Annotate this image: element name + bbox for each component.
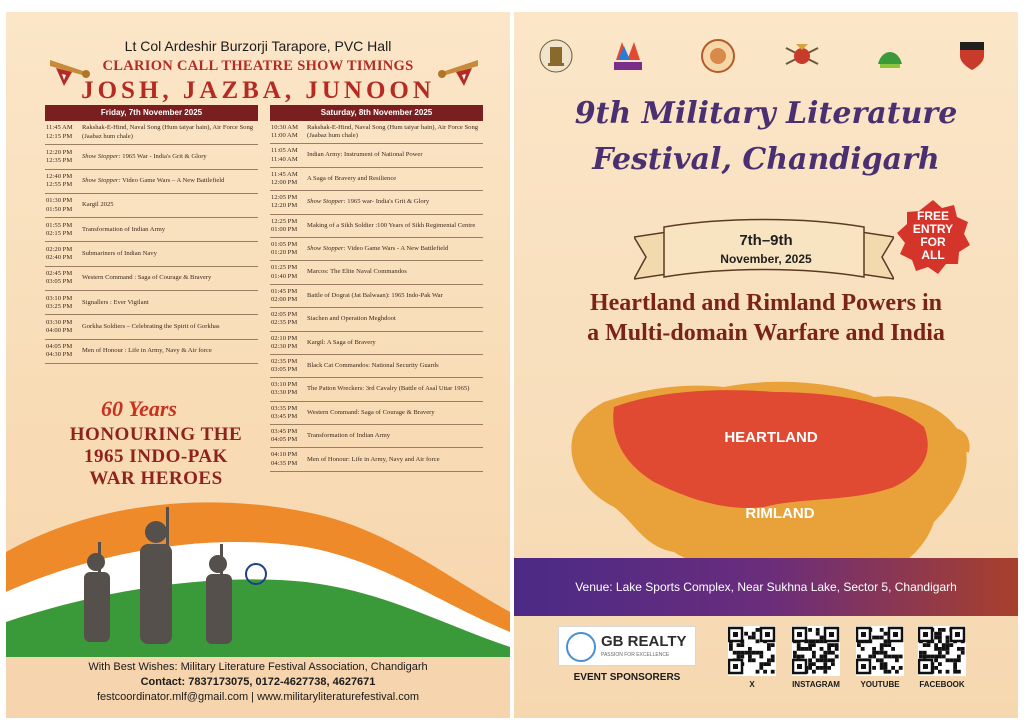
show-title bbox=[305, 245, 483, 253]
show-time bbox=[270, 335, 305, 351]
end-time: 01:40 PM bbox=[271, 272, 298, 280]
schedule-row bbox=[45, 242, 258, 266]
end-time: 12:00 PM bbox=[271, 178, 298, 186]
show-title bbox=[305, 409, 483, 417]
tricolour-flag-soldiers-illustration bbox=[6, 482, 510, 657]
theme-line: Heartland and Rimland Powers in bbox=[589, 290, 943, 316]
show-title bbox=[305, 456, 483, 464]
end-time: 01:00 PM bbox=[271, 225, 298, 233]
end-time: 11:40 AM bbox=[271, 155, 298, 163]
show-name: Western Command: Saga of Courage & Bravery bbox=[307, 408, 435, 416]
show-time bbox=[45, 295, 80, 311]
show-name: A Saga of Bravery and Resilience bbox=[307, 174, 397, 182]
start-time: 12:25 PM bbox=[271, 217, 298, 225]
show-title bbox=[80, 153, 258, 161]
friday-schedule bbox=[45, 105, 258, 364]
show-title bbox=[80, 347, 258, 355]
show-stopper-label: Show Stopper: bbox=[307, 245, 346, 253]
show-title bbox=[305, 339, 483, 347]
schedule-row bbox=[270, 332, 483, 355]
show-title bbox=[80, 250, 258, 258]
army-crest-icon bbox=[784, 38, 820, 74]
show-title bbox=[80, 226, 258, 234]
schedule-row bbox=[270, 355, 483, 378]
email-website-links[interactable]: festcoordinator.mlf@gmail.com | www.militaryliteraturefestival.com bbox=[96, 691, 420, 703]
show-time bbox=[45, 343, 80, 359]
show-time bbox=[270, 451, 305, 467]
show-stopper-label: Show Stopper: bbox=[307, 198, 346, 206]
end-time: 03:05 PM bbox=[46, 278, 73, 286]
end-time: 04:35 PM bbox=[271, 459, 298, 467]
show-title bbox=[80, 124, 258, 140]
end-time: 04:30 PM bbox=[46, 351, 73, 359]
start-time: 02:20 PM bbox=[46, 245, 73, 253]
show-time bbox=[270, 405, 305, 421]
schedule-row bbox=[45, 340, 258, 364]
end-time: 12:15 PM bbox=[46, 132, 73, 140]
show-name: Siachen and Operation Meghdoot bbox=[307, 315, 396, 323]
start-time: 03:30 PM bbox=[46, 318, 73, 326]
show-time bbox=[270, 428, 305, 444]
schedule-row bbox=[270, 425, 483, 448]
show-title bbox=[80, 323, 258, 331]
show-name: Men of Honour: Life in Army, Navy and Air force bbox=[307, 455, 440, 463]
saturday-rows bbox=[270, 121, 483, 472]
end-time: 03:05 PM bbox=[271, 366, 298, 374]
end-time: 04:05 PM bbox=[271, 436, 298, 444]
show-title bbox=[80, 299, 258, 307]
show-time bbox=[270, 381, 305, 397]
show-name: Black Cat Commandos: National Security Guards bbox=[307, 362, 439, 369]
schedule-row bbox=[45, 121, 258, 145]
honour-line: WAR HEROES bbox=[89, 468, 223, 489]
end-time: 01:20 PM bbox=[271, 249, 298, 257]
start-time: 02:05 PM bbox=[271, 311, 298, 319]
show-time bbox=[270, 218, 305, 234]
show-name: Transformation of Indian Army bbox=[82, 225, 166, 233]
social-label: INSTAGRAM bbox=[792, 680, 840, 689]
show-time bbox=[270, 124, 305, 140]
show-title bbox=[305, 362, 483, 370]
friday-rows bbox=[45, 121, 258, 364]
footer-contact bbox=[6, 660, 510, 705]
end-time: 02:30 PM bbox=[271, 342, 298, 350]
start-time: 11:45 AM bbox=[46, 124, 73, 132]
show-name: Western Command : Saga of Courage & Bravery bbox=[82, 274, 212, 282]
start-time: 12:40 PM bbox=[46, 173, 73, 181]
schedule-row bbox=[270, 402, 483, 425]
festival-dates: 7th–9th bbox=[739, 232, 793, 249]
gb-logo-icon bbox=[566, 632, 596, 662]
end-time: 11:00 AM bbox=[271, 132, 298, 140]
free-line: FOR bbox=[920, 235, 946, 249]
schedule-row bbox=[270, 238, 483, 261]
start-time: 04:10 PM bbox=[271, 451, 298, 459]
show-title bbox=[305, 292, 483, 300]
show-stopper-label: Show Stopper: bbox=[82, 177, 121, 185]
show-name: Gorkha Soldiers – Celebrating the Spirit of Gorkhas bbox=[82, 322, 220, 330]
schedule-row bbox=[45, 194, 258, 218]
tagline: JOSH, JAZBA, JUNOON bbox=[81, 77, 435, 104]
theme-line: a Multi-domain Warfare and India bbox=[587, 320, 945, 346]
schedule-row bbox=[270, 168, 483, 191]
end-time: 01:50 PM bbox=[46, 205, 73, 213]
start-time: 02:10 PM bbox=[271, 334, 298, 342]
punjab-tourism-icon bbox=[610, 38, 646, 74]
schedule-row bbox=[270, 215, 483, 238]
schedule-row bbox=[270, 378, 483, 401]
show-name: 1965 war- India's Grit & Glory bbox=[345, 198, 430, 206]
start-time: 01:55 PM bbox=[46, 221, 73, 229]
show-time bbox=[45, 222, 80, 238]
show-name: Battle of Dograi (Jat Balwaan): 1965 Indo-Pak War bbox=[307, 291, 443, 299]
show-time bbox=[45, 246, 80, 262]
festival-title-city: Festival, Chandigarh bbox=[592, 142, 940, 177]
start-time: 02:45 PM bbox=[46, 270, 73, 278]
end-time: 03:45 PM bbox=[271, 412, 298, 420]
show-title bbox=[305, 432, 483, 440]
event-sponsors-label: EVENT SPONSORERS bbox=[573, 672, 681, 683]
show-title bbox=[305, 315, 483, 323]
friday-heading: Friday, 7th November 2025 bbox=[45, 105, 258, 121]
end-time: 02:40 PM bbox=[46, 254, 73, 262]
show-title bbox=[305, 175, 483, 183]
start-time: 11:05 AM bbox=[271, 147, 298, 155]
end-time: 04:00 PM bbox=[46, 327, 73, 335]
start-time: 01:25 PM bbox=[271, 264, 298, 272]
show-title bbox=[80, 201, 258, 209]
gb-realty-logo[interactable] bbox=[558, 626, 696, 666]
show-time bbox=[45, 149, 80, 165]
show-name: Kargil: A Saga of Bravery bbox=[307, 338, 376, 346]
show-time bbox=[270, 241, 305, 257]
facebook-qr-code[interactable] bbox=[918, 626, 966, 676]
honour-line: 1965 INDO-PAK bbox=[84, 446, 228, 467]
festival-month: November, 2025 bbox=[720, 252, 812, 266]
heartland-label: HEARTLAND bbox=[724, 429, 818, 446]
show-stopper-label: Show Stopper: bbox=[82, 152, 121, 160]
contact-numbers: Contact: 7837173075, 0172-4627738, 4627671 bbox=[140, 676, 376, 688]
free-line: FREE bbox=[916, 209, 949, 223]
sponsor-name: GB REALTY bbox=[601, 633, 687, 650]
show-title bbox=[305, 385, 483, 393]
show-time bbox=[45, 197, 80, 213]
show-name: Video Game Wars - A New Battlefield bbox=[345, 245, 449, 253]
show-title bbox=[80, 274, 258, 282]
rimland-label: RIMLAND bbox=[745, 505, 815, 522]
schedule-panel bbox=[6, 12, 510, 718]
start-time: 03:45 PM bbox=[271, 428, 298, 436]
show-time bbox=[270, 194, 305, 210]
saturday-heading: Saturday, 8th November 2025 bbox=[270, 105, 483, 121]
best-wishes-text: With Best Wishes: Military Literature Festival Association, Chandigarh bbox=[88, 661, 428, 673]
schedule-row bbox=[270, 191, 483, 214]
start-time: 02:35 PM bbox=[271, 357, 298, 365]
show-name: Rakshak-E-Hind, Naval Song (Hum taiyar hain), Air Force Song (Jaabaz hum chale) bbox=[82, 124, 254, 140]
x-qr-code[interactable] bbox=[728, 626, 776, 676]
show-time bbox=[45, 124, 80, 140]
schedule-row bbox=[45, 145, 258, 169]
schedule-row bbox=[45, 291, 258, 315]
start-time: 12:20 PM bbox=[46, 148, 73, 156]
end-time: 03:25 PM bbox=[46, 302, 73, 310]
schedule-row bbox=[270, 121, 483, 144]
end-time: 12:20 PM bbox=[271, 202, 298, 210]
saturday-schedule bbox=[270, 105, 483, 472]
end-time: 02:15 PM bbox=[46, 229, 73, 237]
show-time bbox=[270, 358, 305, 374]
show-name: Submariners of Indian Navy bbox=[82, 250, 157, 258]
show-time bbox=[270, 264, 305, 280]
chandigarh-icon bbox=[872, 38, 908, 74]
show-time bbox=[270, 171, 305, 187]
schedule-row bbox=[45, 315, 258, 339]
shield-badge-icon bbox=[954, 38, 990, 74]
show-timings-heading: CLARION CALL THEATRE SHOW TIMINGS bbox=[102, 58, 414, 74]
schedule-row bbox=[270, 261, 483, 284]
free-line: ENTRY bbox=[912, 222, 954, 236]
show-name: Rakshak-E-Hind, Naval Song (Hum taiyar hain), Air Force Song (Jaabaz hum chale) bbox=[307, 123, 479, 140]
start-time: 03:10 PM bbox=[46, 294, 73, 302]
start-time: 10:30 AM bbox=[271, 123, 298, 131]
show-name: Making of a Sikh Soldier :100 Years of Sikh Regimental Centre bbox=[307, 221, 476, 229]
start-time: 04:05 PM bbox=[46, 343, 73, 351]
show-name: Indian Army: Instrument of National Power bbox=[307, 151, 423, 159]
start-time: 03:35 PM bbox=[271, 404, 298, 412]
show-name: Signallers : Ever Vigilant bbox=[82, 298, 149, 306]
show-name: 1965 War - India's Grit & Glory bbox=[120, 152, 207, 160]
show-time bbox=[270, 311, 305, 327]
show-time bbox=[45, 270, 80, 286]
schedule-row bbox=[45, 267, 258, 291]
sponsor-tagline: PASSION FOR EXCELLENCE bbox=[601, 652, 670, 658]
show-name: Marcos: The Elite Naval Commandos bbox=[307, 268, 407, 276]
show-name: Transformation of Indian Army bbox=[307, 432, 391, 440]
end-time: 02:35 PM bbox=[271, 319, 298, 327]
start-time: 01:45 PM bbox=[271, 287, 298, 295]
show-title bbox=[305, 222, 483, 230]
end-time: 12:55 PM bbox=[46, 181, 73, 189]
show-title bbox=[305, 198, 483, 206]
emblem-icon bbox=[538, 38, 574, 74]
show-name: The Patton Wreckers: 3rd Cavalry (Battle of Asal Uttar 1965) bbox=[307, 385, 470, 393]
end-time: 12:35 PM bbox=[46, 156, 73, 164]
show-name: Video Game Wars – A New Battlefield bbox=[120, 177, 225, 185]
schedule-row bbox=[270, 144, 483, 167]
honouring-heading bbox=[46, 424, 266, 490]
start-time: 01:30 PM bbox=[46, 197, 73, 205]
honour-line: HONOURING THE bbox=[69, 424, 243, 445]
hall-name: Lt Col Ardeshir Burzorji Tarapore, PVC Hall bbox=[124, 38, 392, 54]
festival-theme bbox=[514, 288, 1018, 348]
show-title bbox=[80, 177, 258, 185]
social-label: YOUTUBE bbox=[860, 680, 900, 689]
partner-logos bbox=[514, 38, 1018, 82]
end-time: 02:00 PM bbox=[271, 295, 298, 303]
schedule-row bbox=[270, 285, 483, 308]
show-title bbox=[305, 268, 483, 276]
start-time: 03:10 PM bbox=[271, 381, 298, 389]
sixty-years-text: 60 Years bbox=[101, 396, 177, 421]
festival-title: 9th Military Literature bbox=[574, 96, 958, 131]
show-time bbox=[45, 173, 80, 189]
seal-icon bbox=[700, 38, 736, 74]
show-name: Men of Honour : Life in Army, Navy & Air force bbox=[82, 347, 212, 355]
show-time bbox=[270, 147, 305, 163]
start-time: 01:05 PM bbox=[271, 240, 298, 248]
schedule-row bbox=[270, 448, 483, 471]
show-name: Kargil 2025 bbox=[82, 201, 114, 209]
free-line: ALL bbox=[921, 248, 945, 262]
social-label: X bbox=[749, 680, 755, 689]
start-time: 11:45 AM bbox=[271, 170, 298, 178]
festival-panel bbox=[514, 12, 1018, 718]
start-time: 12:05 PM bbox=[271, 194, 298, 202]
schedule-row bbox=[45, 170, 258, 194]
instagram-qr-code[interactable] bbox=[792, 626, 840, 676]
schedule-row bbox=[45, 218, 258, 242]
youtube-qr-code[interactable] bbox=[856, 626, 904, 676]
schedule-row bbox=[270, 308, 483, 331]
social-label: FACEBOOK bbox=[919, 680, 965, 689]
venue-text: Venue: Lake Sports Complex, Near Sukhna Lake, Sector 5, Chandigarh bbox=[575, 580, 957, 594]
show-time bbox=[270, 288, 305, 304]
end-time: 03:30 PM bbox=[271, 389, 298, 397]
show-time bbox=[45, 319, 80, 335]
show-title bbox=[305, 124, 483, 140]
free-entry-text bbox=[894, 210, 972, 262]
show-title bbox=[305, 151, 483, 159]
